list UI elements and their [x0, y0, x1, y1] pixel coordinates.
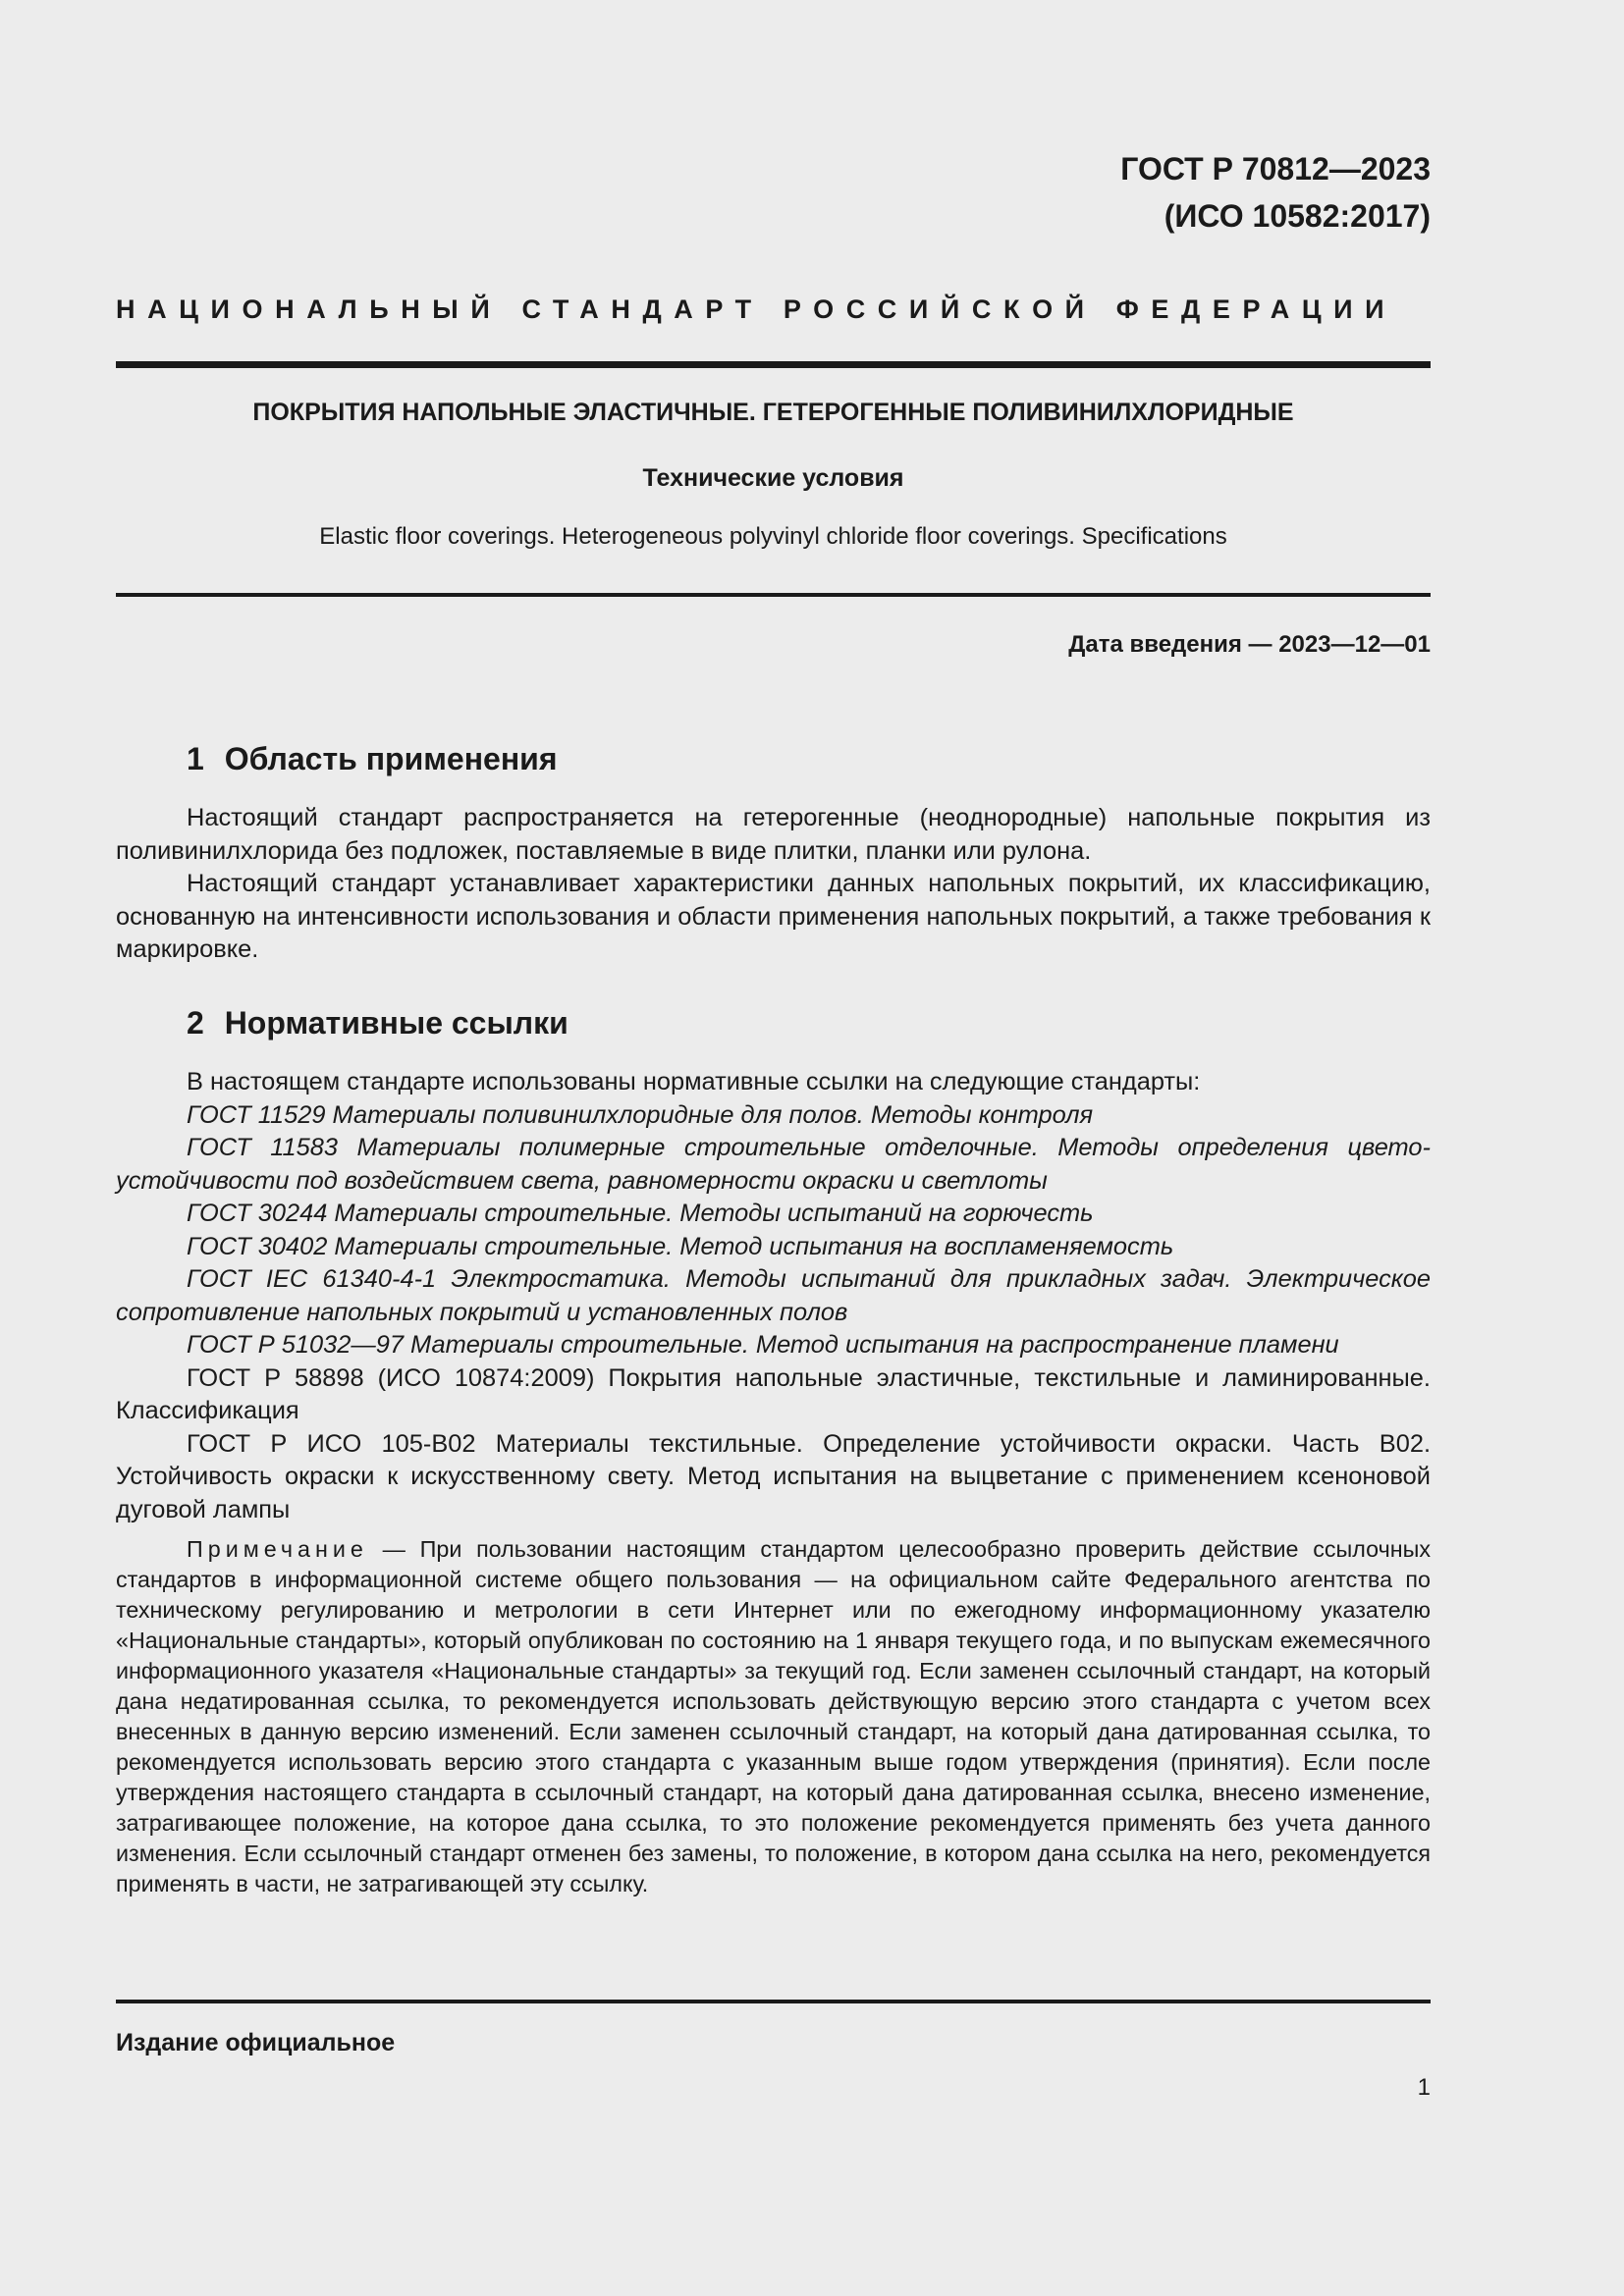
section-title: Нормативные ссылки	[224, 1005, 568, 1041]
note-label: Примечание	[187, 1536, 368, 1562]
document-title-english: Elastic floor coverings. Heterogeneous polyvinyl chloride floor coverings. Specifications	[319, 523, 1227, 550]
document-subtitle: Технические условия	[642, 464, 904, 492]
section-number: 2	[187, 1005, 204, 1041]
header-divider	[116, 361, 1431, 368]
reference-item: ГОСТ 11529 Материалы поливинилхлоридные для полов. Методы контроля	[187, 1100, 1094, 1129]
document-number-gost: ГОСТ Р 70812—2023	[1120, 151, 1431, 187]
paragraph: Настоящий стандарт распространяется на гетерогенные (неоднородные) напольные покрытия из поливинилхлорида без подложек, поставляемые в виде плитки, планки или рулона.	[116, 804, 1431, 865]
section-heading	[187, 1003, 1431, 1042]
official-edition-label: Издание официальное	[116, 2029, 396, 2056]
paragraph: Настоящий стандарт устанавливает характеристики данных напольных покрытий, их классификацию, основанную на интенсивности использования и области применения напольных покрытий, а также требования к маркировке.	[116, 870, 1431, 963]
note	[116, 1534, 1431, 1899]
section-normative-references	[116, 1003, 1431, 1899]
reference-item: ГОСТ 30244 Материалы строительные. Методы испытаний на горючесть	[187, 1200, 1094, 1227]
footer-divider	[116, 2000, 1431, 2003]
reference-item: ГОСТ IEC 61340-4-1 Электростатика. Методы испытаний для прикладных задач. Электрическое сопротивление напольных покрытий и установленных полов	[116, 1265, 1431, 1326]
note-text: — При пользовании настоящим стандартом целесообразно проверить действие ссылочных стандартов в информационной системе общего пользования — на официальном сайте Федерального агентства по техническому регулированию и метрологии в сети Интернет или по ежегодному информационному указателю «Национальные стандарты», который опубликован по состоянию на 1 января текущего года, и по выпускам ежемесячного информационного указателя «Национальные стандарты» за текущий год. Если заменен ссылочный стандарт, на который дана недатированная ссылка, то рекомендуется использовать действующую версию этого стандарта с учетом всех внесенных в данную версию изменений. Если заменен ссылочный стандарт, на который дана датированная ссылка, то рекомендуется использовать версию этого стандарта с указанным выше годом утверждения (принятия). Если после утверждения настоящего стандарта в ссылочный стандарт, на который дана датированная ссылка, внесено изменение, затрагивающее положение, на которое дана ссылка, то это положение рекомендуется применять без учета данного изменения. Если ссылочный стандарт отменен без замены, то положение, в котором дана ссылка на него, рекомендуется применять в части, не затрагивающей эту ссылку.	[116, 1536, 1431, 1896]
reference-item: ГОСТ Р ИСО 105-В02 Материалы текстильные. Определение устойчивости окраски. Часть В02. Устойчивость окраски к искусственному свету. Метод испытания на выцветание с применением ксеноновой дуговой лампы	[116, 1429, 1431, 1523]
page-number: 1	[1417, 2074, 1431, 2101]
document-title: ПОКРЫТИЯ НАПОЛЬНЫЕ ЭЛАСТИЧНЫЕ. ГЕТЕРОГЕННЫЕ ПОЛИВИНИЛХЛОРИДНЫЕ	[252, 399, 1294, 426]
reference-item: ГОСТ Р 51032—97 Материалы строительные. Метод испытания на распространение пламени	[187, 1331, 1339, 1359]
references-intro: В настоящем стандарте использованы нормативные ссылки на следующие стандарты:	[187, 1068, 1201, 1095]
reference-item: ГОСТ 11583 Материалы полимерные строительные отделочные. Методы определения цветоустойчивости под воздействием света, равномерности окраски и светлоты	[116, 1134, 1431, 1195]
section-heading	[187, 739, 1431, 778]
title-divider	[116, 593, 1431, 597]
document-number-iso: (ИСО 10582:2017)	[1164, 198, 1431, 234]
section-title: Область применения	[224, 741, 558, 776]
national-standard-banner: НАЦИОНАЛЬНЫЙ СТАНДАРТ РОССИЙСКОЙ ФЕДЕРАЦИИ	[116, 294, 1397, 324]
section-number: 1	[187, 741, 204, 776]
document-page	[116, 0, 1431, 2296]
section-scope	[116, 739, 1431, 967]
introduction-date: Дата введения — 2023—12—01	[1068, 631, 1431, 658]
reference-item: ГОСТ 30402 Материалы строительные. Метод испытания на воспламеняемость	[187, 1232, 1174, 1260]
document-number	[1120, 145, 1431, 240]
reference-item: ГОСТ Р 58898 (ИСО 10874:2009) Покрытия напольные эластичные, текстильные и ламинированные. Классификация	[116, 1363, 1431, 1424]
